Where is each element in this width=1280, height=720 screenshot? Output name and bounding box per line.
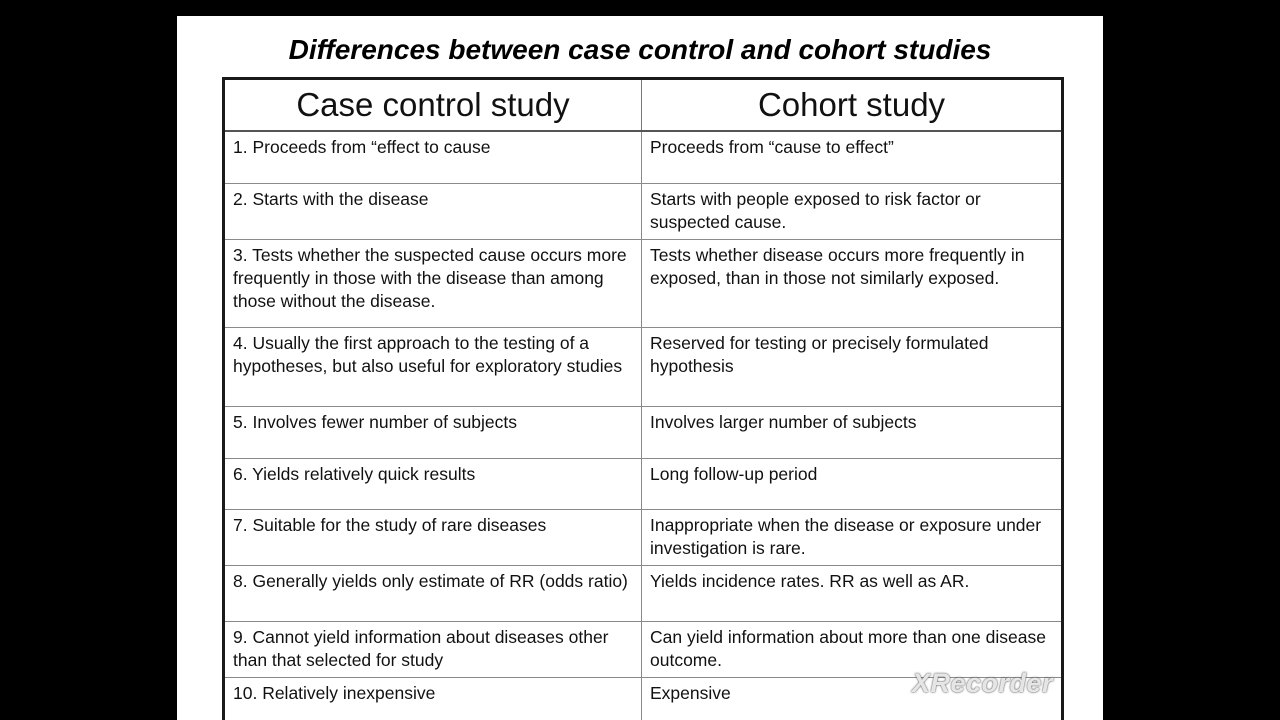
case-control-cell: 6. Yields relatively quick results: [224, 458, 642, 509]
case-control-cell: 10. Relatively inexpensive: [224, 677, 642, 720]
slide-title: Differences between case control and cohort studies: [288, 34, 992, 65]
header-case-control: Case control study: [224, 79, 642, 132]
table-row: [224, 509, 1063, 565]
cohort-cell: Starts with people exposed to risk factor or suspected cause.: [642, 183, 1063, 239]
case-control-cell: 3. Tests whether the suspected cause occurs more frequently in those with the disease than among those without the disease.: [224, 239, 642, 327]
table-row: [224, 458, 1063, 509]
cohort-cell: Can yield information about more than one disease outcome.: [642, 621, 1063, 677]
cohort-cell: Inappropriate when the disease or exposure under investigation is rare.: [642, 509, 1063, 565]
header-row: [224, 79, 1063, 132]
comparison-table: [222, 77, 1064, 720]
table-row: [224, 327, 1063, 406]
cohort-cell: Proceeds from “cause to effect”: [642, 131, 1063, 183]
case-control-cell: 1. Proceeds from “effect to cause: [224, 131, 642, 183]
recorder-watermark: XRecorder: [912, 668, 1054, 698]
case-control-cell: 8. Generally yields only estimate of RR (odds ratio): [224, 565, 642, 621]
cohort-cell: Yields incidence rates. RR as well as AR.: [642, 565, 1063, 621]
table-row: [224, 406, 1063, 458]
table-row: [224, 565, 1063, 621]
cohort-cell: Reserved for testing or precisely formulated hypothesis: [642, 327, 1063, 406]
case-control-cell: 9. Cannot yield information about diseases other than that selected for study: [224, 621, 642, 677]
header-cohort: Cohort study: [642, 79, 1063, 132]
table-row: [224, 239, 1063, 327]
cohort-cell: Involves larger number of subjects: [642, 406, 1063, 458]
case-control-cell: 2. Starts with the disease: [224, 183, 642, 239]
cohort-cell: Long follow-up period: [642, 458, 1063, 509]
cohort-cell: Tests whether disease occurs more frequently in exposed, than in those not similarly exposed.: [642, 239, 1063, 327]
slide: [177, 16, 1103, 720]
case-control-cell: 5. Involves fewer number of subjects: [224, 406, 642, 458]
case-control-cell: 7. Suitable for the study of rare diseases: [224, 509, 642, 565]
case-control-cell: 4. Usually the first approach to the testing of a hypotheses, but also useful for exploratory studies: [224, 327, 642, 406]
table-row: [224, 183, 1063, 239]
table-row: [224, 131, 1063, 183]
cohort-cell: Expensive: [642, 677, 1063, 720]
